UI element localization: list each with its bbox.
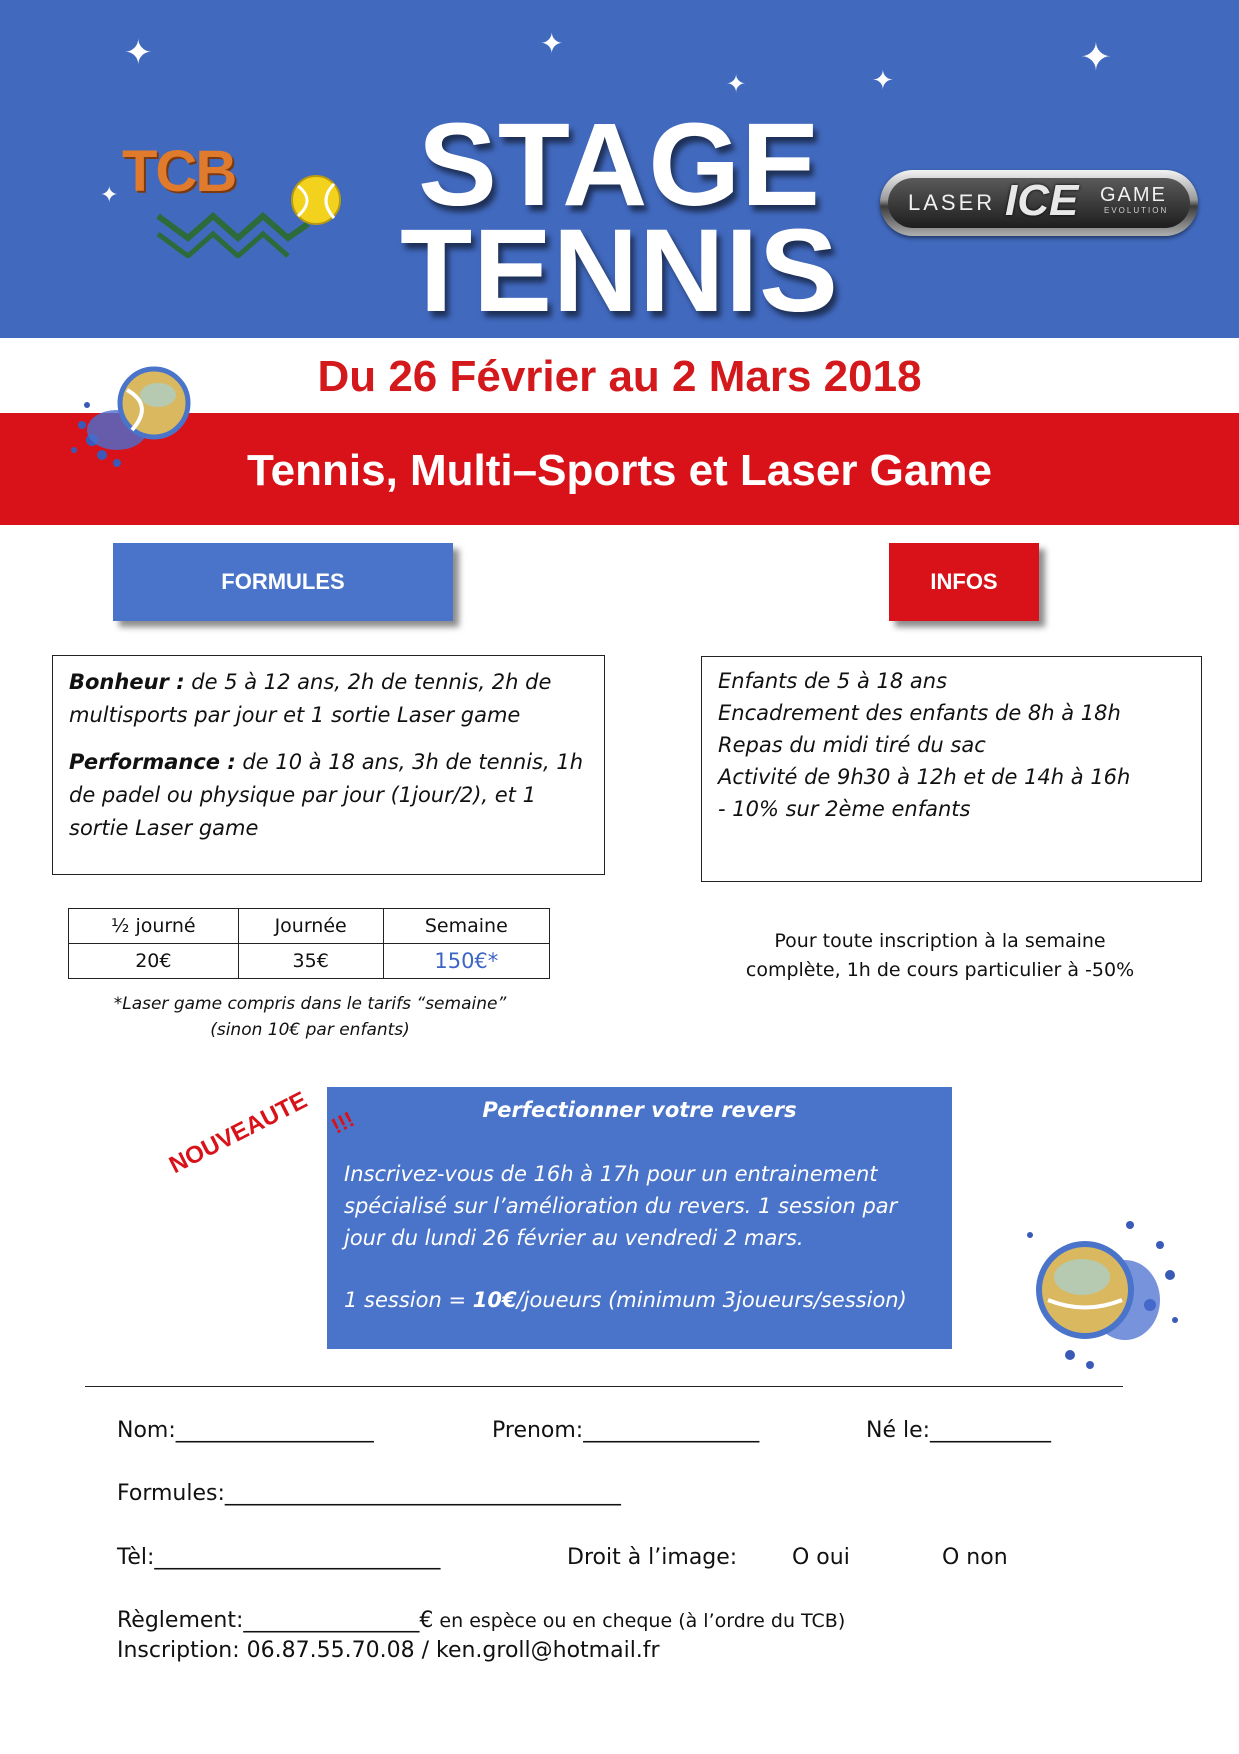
nouveaute-session-price: 1 session = 10€/joueurs (minimum 3joueurs/session) [344, 1288, 907, 1312]
droit-image-non-option[interactable]: O non [942, 1545, 1008, 1570]
reglement-field[interactable]: Règlement:________________€ [117, 1608, 434, 1633]
performance-label: Performance : [69, 750, 236, 774]
price-day: 35€ [238, 944, 383, 979]
tennis-ball-icon [1010, 1205, 1190, 1375]
droit-image-oui-option[interactable]: O oui [792, 1545, 850, 1570]
price-half-day: 20€ [69, 944, 239, 979]
info-line: Repas du midi tiré du sac [718, 733, 986, 757]
promo-line-2: complète, 1h de cours particulier à -50% [745, 959, 1135, 981]
subtitle: Tennis, Multi–Sports et Laser Game [247, 446, 992, 495]
tel-field[interactable]: Tèl:__________________________ [117, 1545, 441, 1570]
separator-line [85, 1386, 1123, 1387]
nouveaute-label: NOUVEAUTE [165, 1086, 312, 1180]
star-icon: ✦ [1080, 35, 1112, 79]
formules-box [52, 655, 605, 875]
laser-ice-game-logo [880, 170, 1198, 240]
promo-note [730, 927, 1150, 985]
star-icon: ✦ [124, 33, 153, 73]
nouveaute-line: spécialisé sur l’amélioration du revers. 1 session par [344, 1194, 898, 1218]
formules-heading: FORMULES [113, 543, 453, 621]
ne-le-field[interactable]: Né le:___________ [866, 1418, 1052, 1443]
table-header-row [69, 909, 550, 944]
star-icon: ✦ [872, 66, 894, 96]
bonheur-text: de 5 à 12 ans, 2h de tennis, 2h de multisports par jour et 1 sortie Laser game [69, 670, 552, 727]
nouveaute-title: Perfectionner votre revers [482, 1098, 797, 1122]
formule-bonheur [69, 666, 588, 732]
inscription-contact: Inscription: 06.87.55.70.08 / ken.groll@hotmail.fr [117, 1638, 660, 1663]
info-line: Activité de 9h30 à 12h et de 14h à 16h [718, 765, 1131, 789]
table-row [69, 944, 550, 979]
info-line: - 10% sur 2ème enfants [718, 797, 971, 821]
infos-heading: INFOS [889, 543, 1039, 621]
price-week: 150€* [383, 944, 549, 979]
tennis-ball-icon [62, 355, 192, 475]
header-banner [0, 0, 1239, 338]
title-line-2: TENNIS [400, 205, 839, 337]
reglement-note: en espèce ou en cheque (à l’ordre du TCB) [433, 1610, 846, 1632]
price-header: ½ journé [69, 909, 239, 944]
tcb-logo-text: TCB [122, 139, 236, 204]
reglement-line [117, 1608, 845, 1633]
droit-image-label: Droit à l’image: [567, 1545, 738, 1570]
nouveaute-line: Inscrivez-vous de 16h à 17h pour un entrainement [344, 1162, 878, 1186]
price-header: Journée [238, 909, 383, 944]
tcb-logo [118, 138, 348, 258]
event-dates: Du 26 Février au 2 Mars 2018 [317, 352, 922, 401]
session-price-value: 10€ [472, 1288, 517, 1312]
infos-box [701, 656, 1202, 882]
nouveaute-line: jour du lundi 26 février au vendredi 2 mars. [344, 1226, 804, 1250]
logo-evolution-text: EVOLUTION [1104, 206, 1169, 215]
info-line: Enfants de 5 à 18 ans [718, 669, 948, 693]
price-header: Semaine [383, 909, 549, 944]
formule-performance [69, 746, 588, 845]
logo-ice-text: ICE [1005, 176, 1079, 225]
logo-game-text: GAME [1100, 184, 1167, 206]
exclamation-label: !!! [327, 1106, 359, 1139]
bonheur-label: Bonheur : [69, 670, 185, 694]
price-note-1: *Laser game compris dans le tarifs “semaine” [113, 994, 507, 1014]
star-icon: ✦ [726, 70, 747, 98]
price-table [68, 908, 550, 979]
price-note-2: (sinon 10€ par enfants) [210, 1020, 410, 1040]
tennis-net-icon [118, 138, 348, 258]
star-icon: ✦ [100, 183, 119, 208]
nom-field[interactable]: Nom:__________________ [117, 1418, 374, 1443]
promo-line-1: Pour toute inscription à la semaine [774, 930, 1106, 952]
star-icon: ✦ [540, 27, 564, 60]
nouveaute-description [344, 1158, 944, 1254]
logo-laser-text: LASER [908, 190, 996, 215]
formules-field[interactable]: Formules:____________________________________ [117, 1481, 621, 1506]
info-line: Encadrement des enfants de 8h à 18h [718, 701, 1121, 725]
title-line-1: STAGE [418, 99, 821, 231]
prenom-field[interactable]: Prenom:________________ [492, 1418, 760, 1443]
performance-text: de 10 à 18 ans, 3h de tennis, 1h de padel ou physique par jour (1jour/2), et 1 sortie Laser game [69, 750, 583, 840]
